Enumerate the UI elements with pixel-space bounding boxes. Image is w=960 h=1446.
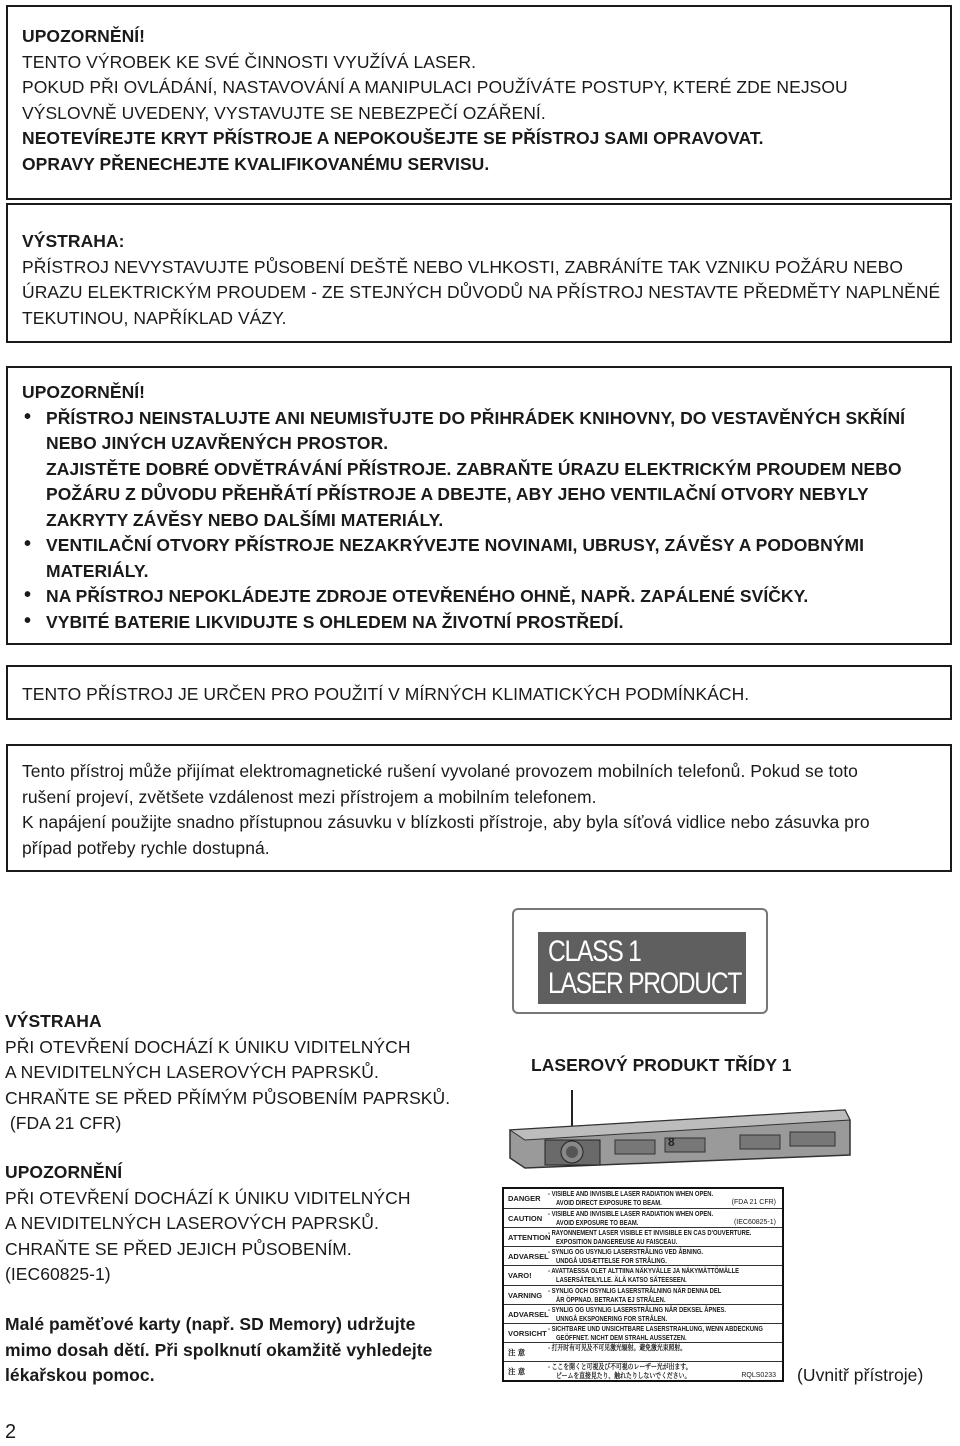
- warning-label-text: GEÖFFNET. NICHT DEM STRAHL AUSSETZEN.: [556, 1332, 687, 1342]
- bullet-line: MATERIÁLY.: [46, 560, 149, 581]
- bullet-item: [22, 584, 950, 610]
- caution-box-installation: [6, 366, 952, 645]
- warning-label-key: VARNING: [508, 1290, 543, 1300]
- bullet-line: • NA PŘÍSTROJ NEPOKLÁDEJTE ZDROJE OTEVŘENÉHO OHNĚ, NAPŘ. ZAPÁLENÉ SVÍČKY.: [46, 586, 809, 606]
- warning-label-ref: (FDA 21 CFR): [731, 1199, 776, 1206]
- caution-line: TENTO VÝROBEK KE SVÉ ČINNOSTI VYUŽÍVÁ LASER.: [22, 51, 477, 72]
- bullet-item: [22, 533, 950, 584]
- warning-label-key: ADVARSEL: [508, 1309, 549, 1319]
- warning-label-row: [504, 1285, 782, 1305]
- warning-label-ref: (IEC60825-1): [733, 1219, 776, 1227]
- warning-label-row: [504, 1227, 782, 1247]
- upozorneni-line: A NEVIDITELNÝCH LASEROVÝCH PAPRSKŮ.: [5, 1213, 379, 1233]
- interference-line: rušení projeví, zvětšete vzdálenost mezi přístrojem a mobilním telefonem.: [22, 786, 597, 807]
- memory-card-warning: [5, 1312, 485, 1389]
- bullet-line: POŽÁRU Z DŮVODU PŘEHŘÁTÍ PŘÍSTROJE A DBEJTE, ABY JEHO VENTILAČNÍ OTVORY NEBYLY: [46, 484, 869, 504]
- warning-label-key: DANGER: [508, 1194, 541, 1203]
- interference-line: případ potřeby rychle dostupná.: [22, 837, 270, 858]
- warning-label-text: - SYNLIG OG USYNLIG LASERSTRÅLING VED ÅBNING.: [548, 1247, 704, 1257]
- memory-line: lékařskou pomoc.: [5, 1365, 155, 1385]
- bullet-item: [22, 406, 950, 534]
- warning-label-key: 注 意: [508, 1366, 526, 1376]
- warning-line: TEKUTINOU, NAPŘÍKLAD VÁZY.: [22, 307, 287, 328]
- warning-label-row: [504, 1342, 782, 1362]
- caution-line-bold: NEOTEVÍREJTE KRYT PŘÍSTROJE A NEPOKOUŠEJTE SE PŘÍSTROJ SAMI OPRAVOVAT.: [22, 128, 764, 148]
- warning-line: PŘÍSTROJ NEVYSTAVUJTE PŮSOBENÍ DEŠTĚ NEBO VLHKOSTI, ZABRÁNÍTE TAK VZNIKU POŽÁRU NEBO: [22, 256, 903, 277]
- upozorneni-title: UPOZORNĚNÍ: [5, 1162, 123, 1182]
- warning-label-row: [504, 1208, 782, 1228]
- climate-notice-box: [6, 665, 952, 720]
- warning-label-key: 注 意: [508, 1347, 526, 1357]
- class1-label-line2: LASER PRODUCT: [548, 967, 742, 1000]
- warning-label-row: [504, 1246, 782, 1266]
- warning-label-text: - ここを開くと可視及び不可視のレーザー光が出ます。: [548, 1361, 692, 1371]
- warning-label-key: VORSICHT: [508, 1328, 547, 1338]
- caution-title: UPOZORNĚNÍ!: [22, 382, 146, 402]
- bullet-line: ZAJISTĚTE DOBRÉ ODVĚTRÁVÁNÍ PŘÍSTROJE. ZABRAŇTE ÚRAZU ELEKTRICKÝM PROUDEM NEBO: [46, 458, 902, 479]
- warning-line: ÚRAZU ELEKTRICKÝM PROUDEM - ZE STEJNÝCH DŮVODŮ NA PŘÍSTROJ NESTAVTE PŘEDMĚTY NAPLNĚNÉ: [22, 282, 941, 302]
- caution-bullet-list: [22, 406, 950, 636]
- device-rear-illustration: [505, 1080, 855, 1170]
- interference-notice-box: [6, 744, 952, 872]
- class1-caption: LASEROVÝ PRODUKT TŘÍDY 1: [531, 1055, 792, 1075]
- warning-label-row: [504, 1361, 782, 1381]
- device-number: 8: [668, 1135, 675, 1149]
- upozorneni-line: PŘI OTEVŘENÍ DOCHÁZÍ K ÚNIKU VIDITELNÝCH: [5, 1187, 411, 1208]
- left-column-2: [5, 1160, 485, 1288]
- climate-notice-text: TENTO PŘÍSTROJ JE URČEN PRO POUŽITÍ V MÍRNÝCH KLIMATICKÝCH PODMÍNKÁCH.: [22, 684, 750, 704]
- warning-label-text: UNNGÅ EKSPONERING FOR STRÅLEN.: [556, 1313, 668, 1323]
- warning-label-text: - 打开时有可见及不可见激光辐射。避免激光束照射。: [548, 1342, 687, 1352]
- memory-line: Malé paměťové karty (např. SD Memory) udržujte: [5, 1314, 416, 1334]
- warning-label-text: - AVATTAESSA OLET ALTTIINA NÄKYVÄLLE JA NÄKYMÄTTÖMÄLLE: [548, 1266, 740, 1276]
- warning-label-text: LASERSÄTEILYLLE. ÄLÄ KATSO SÄTEESEEN.: [556, 1275, 687, 1285]
- vystraha-line: CHRAŇTE SE PŘED PŘÍMÝM PŮSOBENÍM PAPRSKŮ.: [5, 1087, 451, 1108]
- warning-label-text: ÄR ÖPPNAD. BETRAKTA EJ STRÅLEN.: [556, 1294, 666, 1304]
- warning-label-text: AVOID DIRECT EXPOSURE TO BEAM.: [556, 1198, 662, 1207]
- warning-label-text: - SICHTBARE UND UNSICHTBARE LASERSTRAHLUNG, WENN ABDECKUNG: [548, 1323, 763, 1333]
- caution-line: VÝSLOVNĚ UVEDENY, VYSTAVUJTE SE NEBEZPEČÍ OZÁŘENÍ.: [22, 102, 546, 123]
- bullet-line: NEBO JINÝCH UZAVŘENÝCH PROSTOR.: [46, 433, 389, 453]
- class1-label-frame: [512, 908, 768, 1014]
- warning-title: VÝSTRAHA:: [22, 231, 125, 251]
- warning-label-row: [504, 1189, 782, 1208]
- interference-line: Tento přístroj může přijímat elektromagnetické rušení vyvolané provozem mobilních telefonů. Pokud se toto: [22, 761, 858, 781]
- warning-label-row: [504, 1323, 782, 1343]
- vystraha-title: VÝSTRAHA: [5, 1011, 102, 1031]
- caution-box-laser: [6, 5, 952, 200]
- left-column: [5, 1009, 485, 1137]
- warning-label-text: UNDGÅ UDSÆTTELSE FOR STRÅLING.: [556, 1256, 667, 1266]
- memory-line: mimo dosah dětí. Při spolknutí okamžitě vyhledejte: [5, 1339, 433, 1360]
- bullet-line: • PŘÍSTROJ NEINSTALUJTE ANI NEUMISŤUJTE DO PŘIHRÁDEK KNIHOVNY, DO VESTAVĚNÝCH SKŘÍNÍ: [46, 407, 906, 428]
- warning-label-key: CAUTION: [508, 1214, 543, 1224]
- warning-label-key: VARO!: [508, 1271, 532, 1281]
- interference-line: K napájení použijte snadno přístupnou zásuvku v blízkosti přístroje, aby byla síťová vidlice nebo zásuvka pro: [22, 812, 870, 832]
- vystraha-line: (FDA 21 CFR): [5, 1113, 122, 1133]
- warning-label-row: [504, 1265, 782, 1285]
- page-number: 2: [5, 1421, 17, 1443]
- laser-warning-label: [502, 1187, 784, 1382]
- warning-label-text: - VISIBLE AND INVISIBLE LASER RADIATION WHEN OPEN.: [548, 1209, 714, 1219]
- warning-box-moisture: [6, 203, 952, 343]
- warning-label-text: - VISIBLE AND INVISIBLE LASER RADIATION WHEN OPEN.: [548, 1189, 714, 1198]
- warning-label-key: ADVARSEL: [508, 1252, 549, 1262]
- warning-label-text: - SYNLIG OCH OSYNLIG LASERSTRÅLNING NÄR DENNA DEL: [548, 1285, 722, 1295]
- warning-label-text: EXPOSITION DANGEREUSE AU FAISCEAU.: [556, 1237, 678, 1247]
- vystraha-line: PŘI OTEVŘENÍ DOCHÁZÍ K ÚNIKU VIDITELNÝCH: [5, 1036, 411, 1057]
- upozorneni-line: (IEC60825-1): [5, 1264, 111, 1284]
- caution-line-bold: OPRAVY PŘENECHEJTE KVALIFIKOVANÉMU SERVISU.: [22, 153, 490, 174]
- bullet-line: • VYBITÉ BATERIE LIKVIDUJTE S OHLEDEM NA ŽIVOTNÍ PROSTŘEDÍ.: [46, 611, 624, 632]
- warning-label-ref: RQLS0233: [741, 1371, 776, 1379]
- warning-label-text: ビームを直接見たり、触れたりしないでください。: [556, 1370, 691, 1380]
- class1-label-plate: [538, 932, 746, 1004]
- caution-line: POKUD PŘI OVLÁDÁNÍ, NASTAVOVÁNÍ A MANIPULACI POUŽÍVÁTE POSTUPY, KTERÉ ZDE NEJSOU: [22, 77, 848, 97]
- warning-label-row: [504, 1304, 782, 1324]
- upozorneni-line: CHRAŇTE SE PŘED JEJICH PŮSOBENÍM.: [5, 1238, 352, 1259]
- warning-label-text: AVOID EXPOSURE TO BEAM.: [556, 1218, 639, 1228]
- warning-label-key: ATTENTION: [508, 1233, 551, 1243]
- class1-label-line1: CLASS 1: [548, 935, 641, 968]
- warning-label-text: - SYNLIG OG USYNLIG LASERSTRÅLING NÅR DEKSEL ÅPNES.: [548, 1304, 727, 1314]
- warning-label-text: - RAYONNEMENT LASER VISIBLE ET INVISIBLE EN CAS D'OUVERTURE.: [548, 1228, 752, 1238]
- vystraha-line: A NEVIDITELNÝCH LASEROVÝCH PAPRSKŮ.: [5, 1062, 379, 1082]
- inside-device-note: (Uvnitř přístroje): [797, 1365, 924, 1385]
- bullet-item: [22, 610, 950, 636]
- caution-title: UPOZORNĚNÍ!: [22, 26, 146, 46]
- bullet-line: ZAKRYTY ZÁVĚSY NEBO DALŠÍMI MATERIÁLY.: [46, 509, 444, 530]
- bullet-line: • VENTILAČNÍ OTVORY PŘÍSTROJE NEZAKRÝVEJTE NOVINAMI, UBRUSY, ZÁVĚSY A PODOBNÝMI: [46, 535, 865, 555]
